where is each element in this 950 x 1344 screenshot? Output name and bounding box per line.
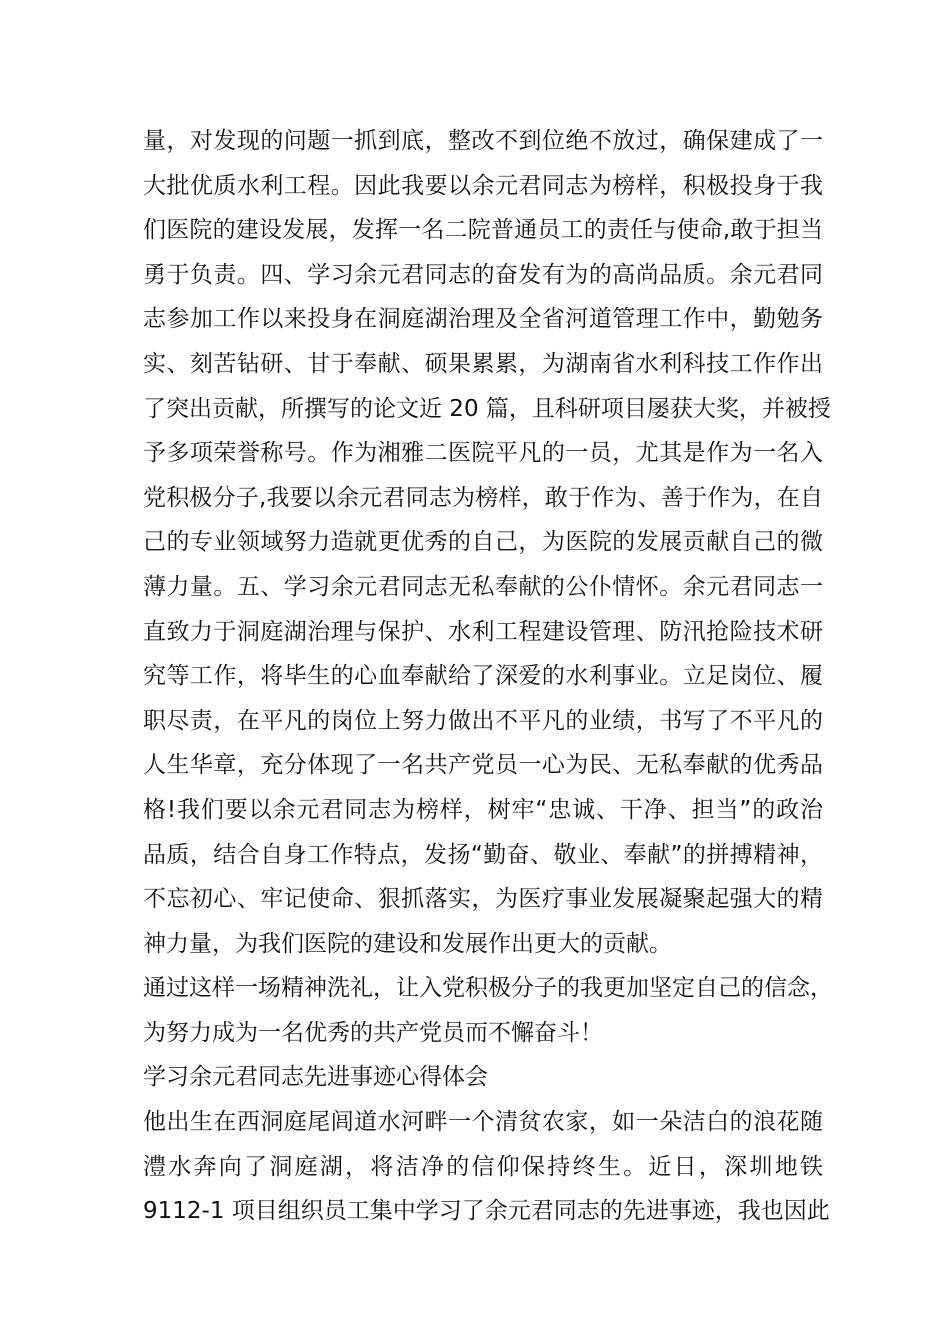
text-line: 神力量，为我们医院的建设和发展作出更大的贡献。 xyxy=(143,930,672,957)
text-line: 职尽责，在平凡的岗位上努力做出不平凡的业绩，书写了不平凡的 xyxy=(143,707,823,734)
text-line: 澧水奔向了洞庭湖，将洁净的信仰保持终生。近日，深圳地铁 xyxy=(143,1153,823,1180)
text-line: 人生华章，充分体现了一名共产党员一心为民、无私奉献的优秀品 xyxy=(143,752,823,779)
text-line: 不忘初心、牢记使命、狠抓落实，为医疗事业发展凝聚起强大的精 xyxy=(143,886,823,913)
paragraph-2 xyxy=(143,966,833,1055)
text-line: 通过这样一场精神洗礼，让入党积极分子的我更加坚定自己的信念， xyxy=(143,975,833,1002)
text-line: 9112-1 项目组织员工集中学习了余元君同志的先进事迹，我也因此 xyxy=(143,1198,830,1225)
text-line: 己的专业领域努力造就更优秀的自己，为医院的发展贡献自己的微 xyxy=(143,529,823,556)
text-line: 究等工作，将毕生的心血奉献给了深爱的水利事业。立足岗位、履 xyxy=(143,663,823,690)
text-line: 勇于负责。四、学习余元君同志的奋发有为的高尚品质。余元君同 xyxy=(143,261,823,288)
text-line: 量，对发现的问题一抓到底，整改不到位绝不放过，确保建成了一 xyxy=(143,128,823,154)
text-line: 实、刻苦钻研、甘于奉献、硕果累累，为湖南省水利科技工作作出 xyxy=(143,350,823,377)
text-line: 志参加工作以来投身在洞庭湖治理及全省河道管理工作中，勤勉务 xyxy=(143,306,823,333)
paragraph-3 xyxy=(143,1100,830,1234)
text-line: 了突出贡献，所撰写的论文近 20 篇，且科研项目屡获大奖，并被授 xyxy=(143,395,831,422)
text-line: 格!我们要以余元君同志为榜样，树牢“忠诚、干净、担当”的政治 xyxy=(143,796,823,823)
text-line: 品质，结合自身工作特点，发扬“勤奋、敬业、奉献”的拼搏精神， xyxy=(143,841,823,868)
text-line: 党积极分子,我要以余元君同志为榜样，敢于作为、善于作为，在自 xyxy=(143,484,823,511)
text-line: 直致力于洞庭湖治理与保护、水利工程建设管理、防汛抢险技术研 xyxy=(143,618,823,645)
text-line: 们医院的建设发展，发挥一名二院普通员工的责任与使命,敢于担当 xyxy=(143,217,823,244)
text-line: 大批优质水利工程。因此我要以余元君同志为榜样，积极投身于我 xyxy=(143,172,823,199)
heading-text: 学习余元君同志先进事迹心得体会 xyxy=(143,1064,488,1091)
section-heading xyxy=(143,1055,823,1100)
text-line: 为努力成为一名优秀的共产党员而不懈奋斗！ xyxy=(143,1019,603,1046)
text-line: 予多项荣誉称号。作为湘雅二医院平凡的一员，尤其是作为一名入 xyxy=(143,440,823,467)
text-line: 薄力量。五、学习余元君同志无私奉献的公仆情怀。余元君同志一 xyxy=(143,573,823,600)
paragraph-1 xyxy=(143,119,831,966)
document-body xyxy=(143,119,833,1234)
text-line: 他出生在西洞庭尾闾道水河畔一个清贫农家，如一朵洁白的浪花随 xyxy=(143,1109,823,1136)
